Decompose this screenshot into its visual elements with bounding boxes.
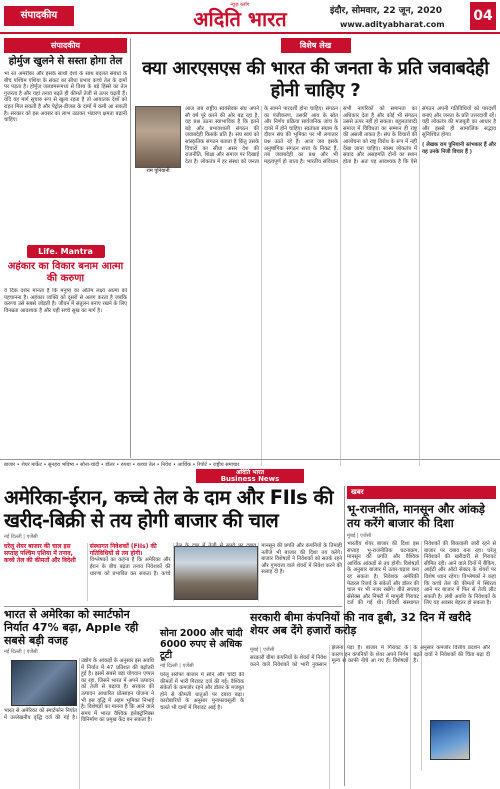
life-mantra-title[interactable]: अहंकार का विकार बनाम आत्मा की करुणा: [7, 261, 124, 284]
logo-name: अदिति भारत: [193, 7, 287, 31]
author-caption: राम पुनियानी: [146, 168, 170, 174]
insurance-body: सरकारी बीमा कंपनियों के शेयरों में निवेश करने वाले निवेशकों को भारी नुकसान झेलना पड़ा है। बाजार में गिरावट के कारण इन कंपनियों के शेयर अपने निर्गम मूल्य से काफी नीचे आ गए हैं। विशेषज्ञों के अनुसार कमजोर वित्तीय प्रदर्शन और बढ़ते दावों ने निवेशकों की चिंता बढ़ा दी है।: [250, 645, 490, 668]
bank-building-photo: [430, 720, 470, 760]
issue-date: इंदौर, सोमवार, 22 जून, 2020: [330, 6, 443, 16]
special-article: [135, 38, 496, 458]
insurance-columns: [250, 645, 490, 789]
special-label: विशेष लेख: [281, 38, 351, 53]
column-divider: [130, 38, 131, 458]
gold-byline: नई दिल्ली | एजेंसी: [160, 663, 194, 669]
business-news-label: [196, 469, 304, 483]
gold-columns: [160, 672, 244, 789]
smartphone-columns: [4, 658, 154, 789]
lead-story: [4, 486, 342, 601]
gold-headline[interactable]: सोना 2000 और चांदी 6000 रुपए से अधिक टूटी: [160, 628, 243, 661]
business-news-brand: अदिति भारत: [235, 469, 265, 476]
special-body-wrap: [135, 106, 496, 466]
section-label: संपादकीय: [4, 6, 74, 26]
gold-body: घरेलू सर्राफा बाजार में सोने और चांदी की कीमतों में भारी गिरावट दर्ज की गई। वैश्विक संकेतों के कमजोर रहने और डॉलर के मजबूत होने से कीमती धातुओं पर दबाव बढ़ा। कारोबारियों के अनुसार मुनाफावसूली के चलते भी दामों में गिरावट आई है।: [160, 672, 244, 711]
smartphone-body: भारत से अमेरिका को स्मार्टफोन निर्यात में उल्लेखनीय वृद्धि दर्ज की गई है। उद्योग के आंकड़ों के अनुसार इस अवधि में निर्यात में 47 प्रतिशत की बढ़ोतरी हुई है। इसमें सबसे बड़ा योगदान एप्पल का रहा, जिसने भारत में अपने उत्पादन को तेजी से बढ़ाया है। सरकार की उत्पादन आधारित प्रोत्साहन योजना ने भी इस वृद्धि में अहम भूमिका निभाई है। विशेषज्ञों का मानना है कि आने वाले समय में भारत वैश्विक इलेक्ट्रॉनिक्स विनिर्माण का प्रमुख केंद्र बन सकता है।: [4, 658, 154, 724]
right-label: खबर: [347, 486, 496, 499]
gold-story: [160, 628, 244, 786]
smartphone-byline: नई दिल्ली | एजेंसी: [4, 649, 38, 655]
newspaper-logo[interactable]: [180, 2, 300, 32]
editorial-title[interactable]: होर्मुज खुलने से सस्ता होगा तेल: [8, 56, 123, 67]
lead-columns: [4, 543, 342, 601]
right-body: भारतीय शेयर बाजार की दिशा इस सप्ताह भू-राजनीतिक घटनाक्रम, मानसून की प्रगति और वैश्विक आर्थिक आंकड़ों से तय होगी। विशेषज्ञों के अनुसार बाजार में उतार-चढ़ाव बना रह सकता है। निवेशक अमेरिकी फेडरल रिजर्व के संकेतों और डॉलर की चाल पर भी नजर रखेंगे। बीते सप्ताह सेंसेक्स और निफ्टी में मामूली गिरावट दर्ज की गई थी। विदेशी संस्थागत निवेशकों की बिकवाली जारी रहने से बाजार पर दबाव बना रहा। घरेलू निवेशकों की खरीदारी से गिरावट सीमित रही। आने वाले दिनों में बैंकिंग, आईटी और ऑटो सेक्टर के शेयरों पर विशेष ध्यान रहेगा। विश्लेषकों ने कहा कि कच्चे तेल की कीमतों में स्थिरता आने पर बाजार में फिर से तेजी लौट सकती है। लंबी अवधि के निवेशकों के लिए यह अवसर बेहतर हो सकता है।: [347, 541, 496, 607]
website-link[interactable]: www.adityabharat.com: [340, 20, 445, 29]
life-mantra-badge: Life. Mantra: [27, 245, 105, 258]
author-photo: [135, 106, 181, 168]
business-news-text: Business News: [220, 475, 280, 483]
lead-byline: नई दिल्ली | एजेंसी: [4, 534, 38, 540]
right-headline[interactable]: भू-राजनीति, मानसून और आंकड़े तय करेंगे बाजार की दिशा: [347, 502, 485, 530]
business-bar: [0, 459, 500, 485]
page-number: 04: [470, 2, 496, 30]
life-mantra-body: वे दिक दर्शन मानता है कि मनुष्य का अंतिम लक्ष्य आत्मा को पहचानना है। अहंकार व्यक्ति को दूसरों से अलग करता है जबकि करुणा उसे सबसे जोड़ती है। जीवन में संतुलन बनाए रखने के लिए विनम्रता आवश्यक है और यही सच्चे सुख का मार्ग है।: [4, 288, 127, 314]
editorial-body: भा रत अमरीका और इसके साथी देशों के साथ बदलते संबंधों के बीच पश्चिम एशिया के संकट का सीधा प्रभाव कच्चे तेल के दामों पर पड़ता है। होर्मुज जलडमरूमध्य से विश्व के बड़े हिस्से का तेल गुजरता है और यहां तनाव बढ़ते ही कीमतें तेजी से ऊपर चढ़ती हैं। यदि यह मार्ग सुचारु रूप से खुला रहता है तो आयातक देशों को राहत मिल सकती है और पेट्रोल-डीजल के दामों में कमी आ सकती है। सरकार को इस अवसर का लाभ उठाकर भंडारण क्षमता बढ़ानी चाहिए।: [4, 71, 127, 124]
insurance-headline[interactable]: सरकारी बीमा कंपनियों की नाव डूबी, 32 दिन में खरीदे शेयर अब देंगे हजारों करोड़: [250, 611, 471, 637]
lead-lede: घरेलू शेयर बाजार की चाल इस सप्ताह पश्चिम एशिया में तनाव, कच्चे तेल की कीमतों और विदेशी संस्थागत निवेशकों (FIIs) की गतिविधियों से तय होगी।: [4, 543, 157, 565]
editorial-label: संपादकीय: [4, 38, 127, 53]
right-byline: मुंबई | एजेंसी: [347, 533, 372, 539]
insurance-story: [250, 611, 490, 637]
ticker-strip: बाजार • शेयर मार्केट • सुनहरा भविष्य • सोना-चांदी • डॉलर • रुपया • कच्चा तेल • निवेश • आर्थिक • रिपोर्ट • राष्ट्रीय समाचार: [4, 462, 240, 468]
logo-tagline: न्यूज़ ब्लॉग: [230, 2, 250, 8]
editorial-column: [4, 38, 127, 458]
special-body: आज जब राष्ट्रीय स्वयंसेवक संघ अपने सौ वर्ष पूरे करने की ओर बढ़ रहा है, यह प्रश्न उठना स्वाभाविक है कि इतने बड़े और प्रभावशाली संगठन की जवाबदेही किसके प्रति है। संघ स्वयं को सांस्कृतिक संगठन बताता है किंतु उसके विचारों का सीधा असर देश की राजनीति, शिक्षा और समाज पर दिखाई देता है। लोकतंत्र में हर संस्था को जनता के सामने पारदर्शी होना चाहिए। संगठन का पंजीकरण, उसकी आय के स्रोत और निर्णय प्रक्रिया सार्वजनिक जांच के दायरे में होने चाहिए। स्वतंत्रता संग्राम के दौरान संघ की भूमिका पर भी लगातार प्रश्न उठते रहे हैं। आज जब इसके अनुषांगिक संगठन सत्ता के निकट हैं, तब जवाबदेही का प्रश्न और भी महत्वपूर्ण हो जाता है। भारतीय संविधान सभी नागरिकों को समानता का अधिकार देता है और कोई भी संगठन उससे ऊपर नहीं हो सकता। बहुलतावादी समाज में विविधता का सम्मान ही राष्ट्र की असली ताकत है। संघ के विचारों की आलोचना को राष्ट्र विरोध के रूप में नहीं देखा जाना चाहिए। स्वस्थ लोकतंत्र में संवाद और असहमति दोनों का स्थान होता है। अतः यह आवश्यक है कि ऐसे संगठन अपनी गतिविधियों को पारदर्शी बनाएं और जनता के प्रति उत्तरदायी रहें। यही लोकतंत्र की मजबूती का आधार है और इससे ही सामाजिक सद्भाव सुनिश्चित होगा।: [185, 106, 496, 165]
stock-exchange-photo: [174, 546, 258, 600]
special-columns: [185, 106, 496, 466]
masthead: [0, 0, 500, 34]
story-divider: [4, 606, 342, 607]
lead-headline[interactable]: अमेरिका-ईरान, कच्चे तेल के दाम और FIIs की खरीद-बिक्री से तय होगी बाजार की चाल: [4, 486, 334, 532]
special-title[interactable]: क्या आरएसएस की भारत की जनता के प्रति जवाबदेही होनी चाहिए ?: [142, 58, 489, 101]
insurance-byline: मुंबई | एजेंसी: [250, 647, 275, 653]
smartphone-photo: [11, 660, 77, 706]
smartphone-story: [4, 608, 154, 786]
special-footer-note: ( लेखक राम पुनियानी स्तंभकार हैं और यह उनके निजी विचार हैं ): [422, 141, 496, 155]
smartphone-headline[interactable]: भारत से अमेरिका को स्मार्टफोन निर्यात 47% बढ़ा, Apple रही सबसे बड़ी वजह: [4, 608, 139, 647]
lead-body: विश्लेषकों का कहना है कि अमेरिका और ईरान के बीच बढ़ता तनाव निवेशकों की धारणा को प्रभावित कर सकता है। कच्चे मानसून की प्रगति और कंपनियों के तिमाही नतीजे भी बाजार की दिशा तय करेंगे। बाजार विशेषज्ञों ने निवेशकों को सतर्क रहने और गुणवत्ता वाले शेयरों में निवेश करने की सलाह दी है।: [89, 543, 342, 577]
